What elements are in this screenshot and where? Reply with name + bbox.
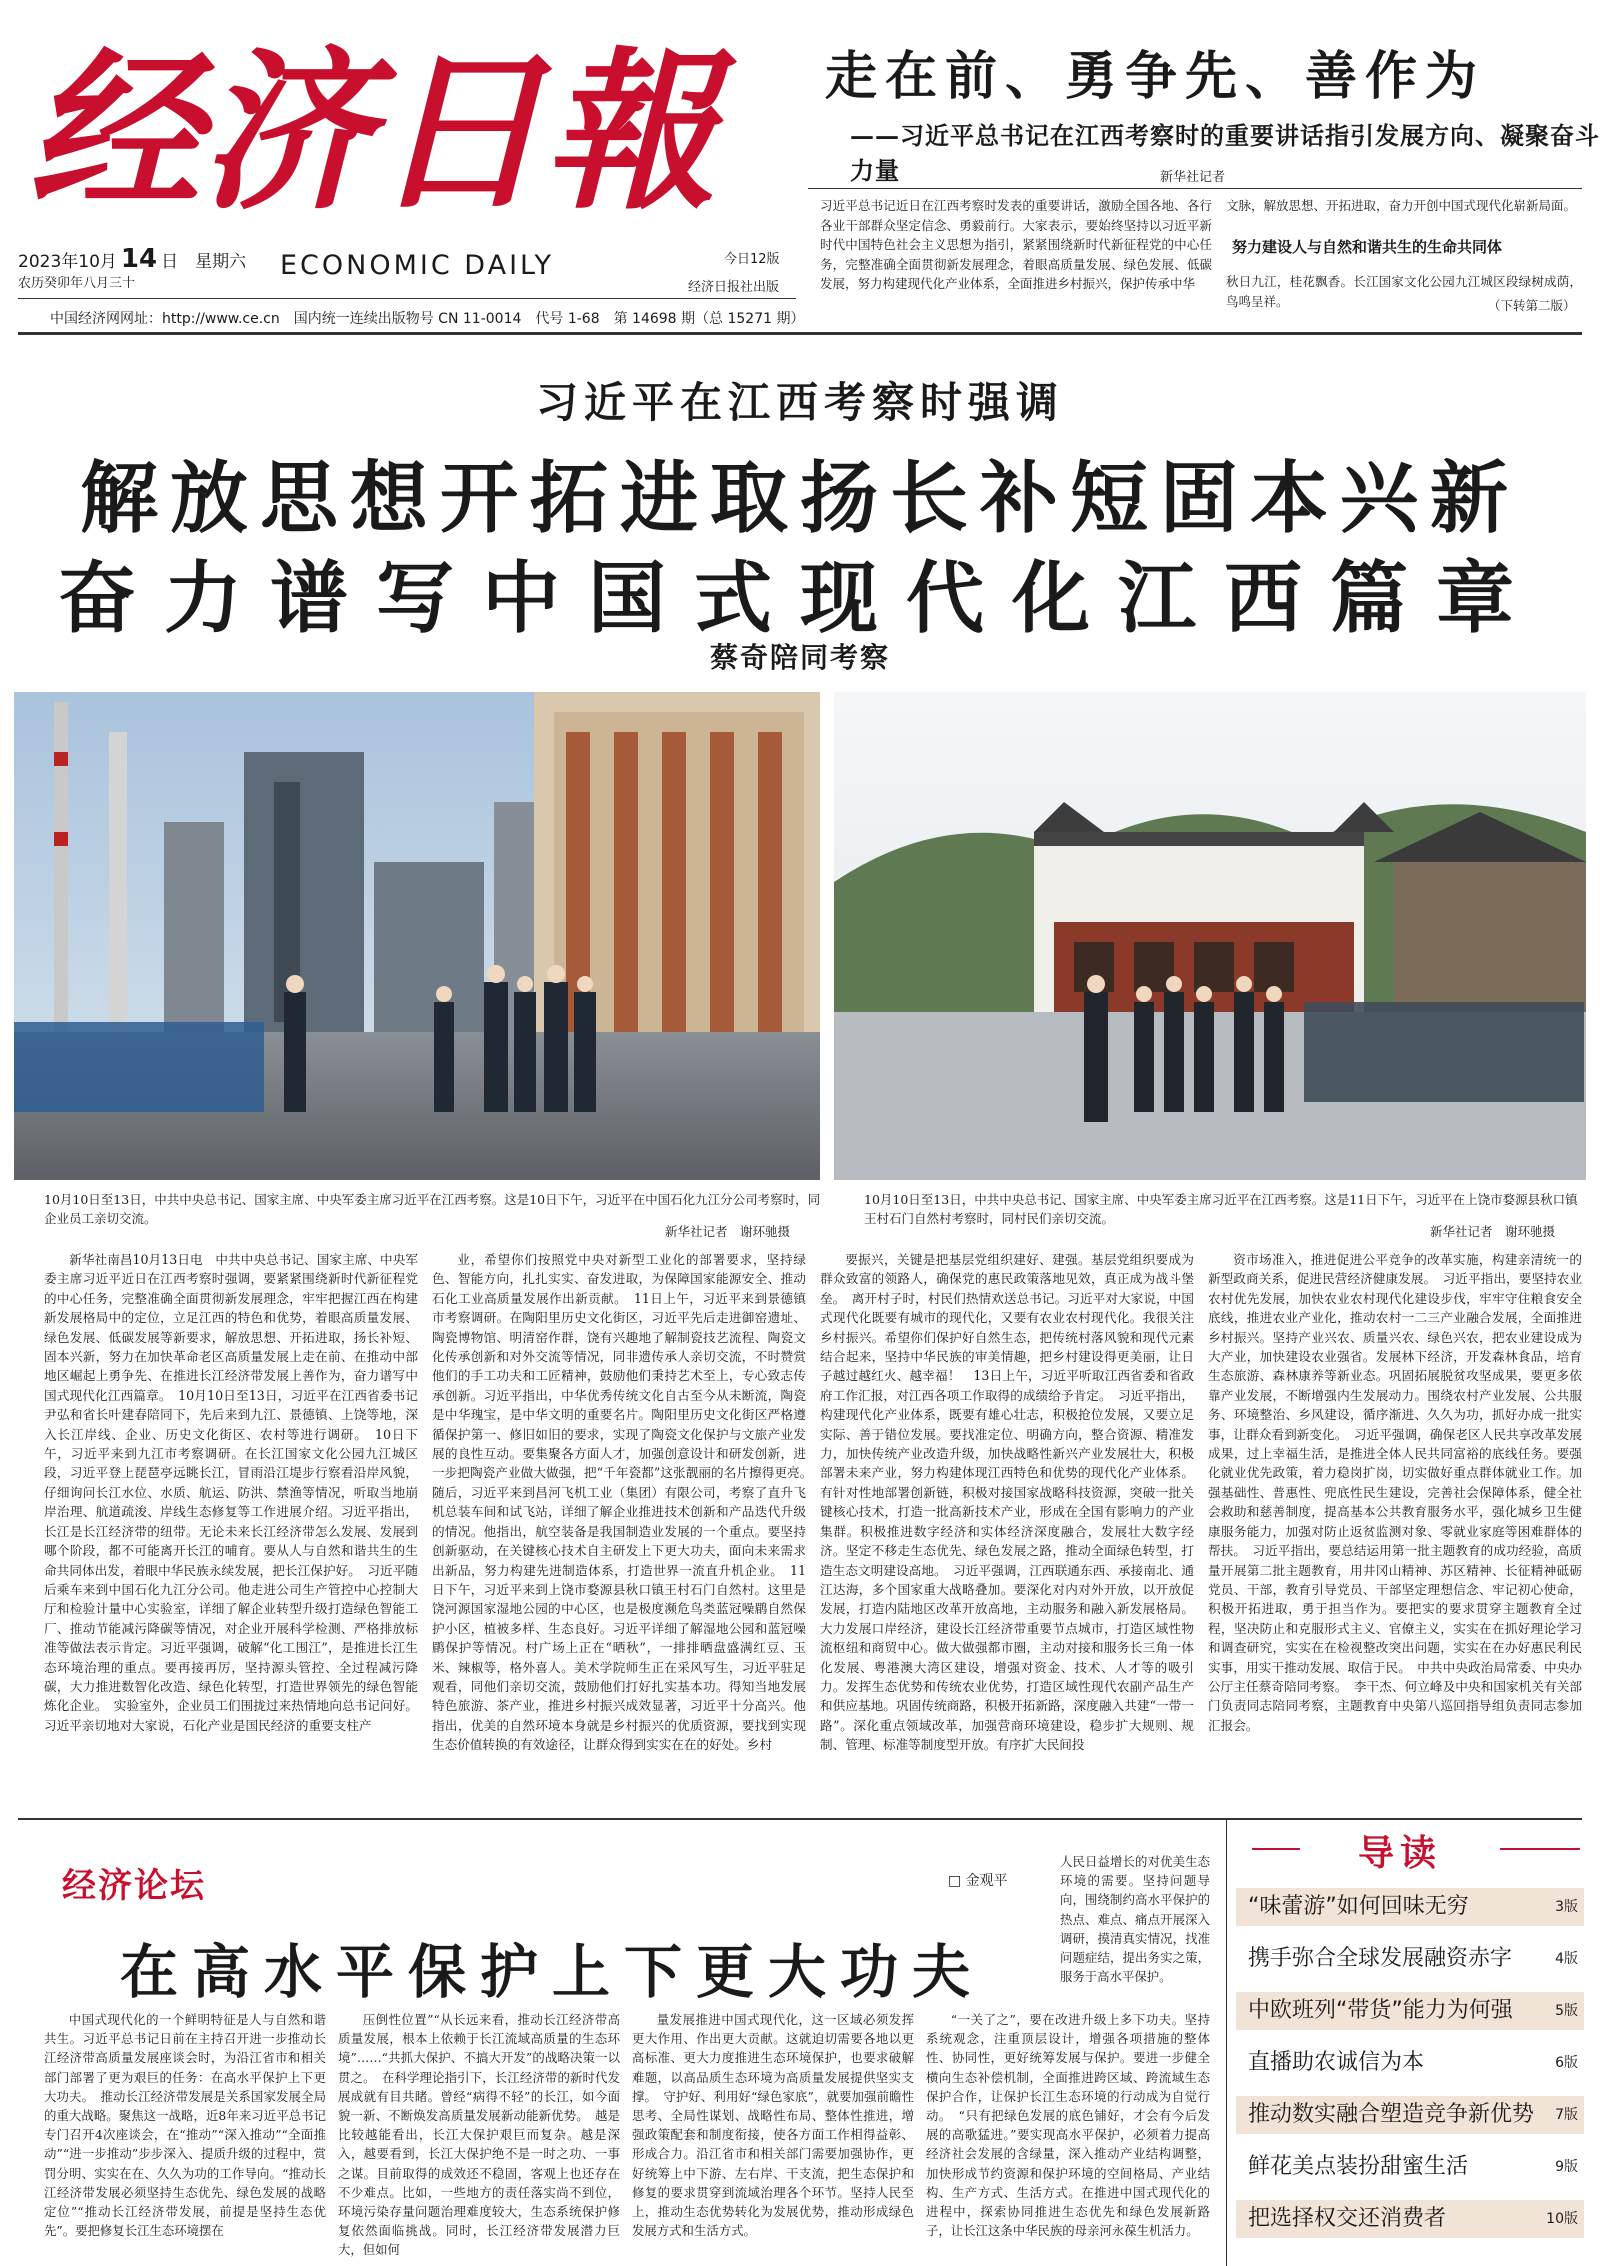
forum-column-1 (44, 2010, 326, 2260)
guide-item-label: 中欧班列“带货”能力为何强 (1248, 1998, 1513, 2023)
guide-item[interactable] (1236, 2096, 1584, 2134)
pages-today: 今日12版 (724, 252, 780, 267)
masthead-bottom-rule (18, 332, 1582, 335)
main-story-column-1 (44, 1250, 418, 1810)
guide-item-label: 直播助农诚信为本 (1248, 2050, 1425, 2075)
accompany-line: 蔡奇陪同考察 (709, 641, 890, 674)
date-prefix: 2023年10月 (18, 252, 117, 272)
top-story-rule (808, 188, 1582, 189)
guide-item-page: 7版 (1555, 2107, 1578, 2123)
forum-title: 在高水平保护上下更大功夫 (120, 1938, 985, 2006)
main-story-column-2 (432, 1250, 819, 1810)
masthead-divider (18, 298, 796, 299)
guide-item-page: 10版 (1546, 2211, 1578, 2227)
date-day-suffix: 日 (161, 252, 179, 272)
forum-column-2 (338, 2010, 620, 2260)
guide-item-page: 4版 (1555, 1951, 1578, 1967)
guide-item-page: 3版 (1555, 1899, 1578, 1915)
guide-title: 导读 (1357, 1833, 1442, 1874)
photo-1-caption: 10月10日至13日，中共中央总书记、国家主席、中央军委主席习近平在江西考察。这是10日下午，习近平在中国石化九江分公司考察时，同企业员工亲切交流。 (44, 1192, 821, 1226)
forum-label: 经济论坛 (62, 1866, 206, 1906)
photo-2-credit: 新华社记者 谢环驰摄 (1430, 1224, 1556, 1239)
forum-column-3 (632, 2010, 914, 2260)
guide-item-label: 携手弥合全球发展融资赤字 (1248, 1946, 1513, 1971)
continued-note: （下转第二版） (1488, 298, 1576, 313)
photo-village (834, 692, 1586, 1180)
publisher: 经济日报社出版 (688, 280, 780, 295)
forum-col-1-text: 中国式现代化的一个鲜明特征是人与自然和谐共生。习近平总书记日前在主持召开进一步推动长江经济带高质量发展座谈会时，为沿江省市和相关部门部署了更为艰巨的任务：在高水平保护上下更大功夫。 推动长江经济带发展是关系国家发展全局的重大战略。聚焦这一战略，近8年来习近平总书记专门召开4次座谈会，在“推动”“深入推动”“全面推动”“进一步推动”步步深入、提质升级的过程中，赏罚分明、实实在在、久久为功的工作导向。“推动长江经济带发展必须坚持生态优先、绿色发展的战略定位”“推动长江经济带发展，前提是坚持生态优先”。要把修复长江生态环境摆在 (44, 2012, 326, 2239)
guide-item[interactable] (1236, 1888, 1584, 1926)
guide-item-label: 推动数实融合塑造竞争新优势 (1248, 2102, 1535, 2127)
guide-item-label: 把选择权交还消费者 (1248, 2206, 1447, 2231)
forum-col-3-text: 量发展推进中国式现代化，这一区域必须发挥更大作用、作出更大贡献。这就迫切需要各地以更高标准、更大力度推进生态环境保护，也要求破解难题，以高品质生态环境为高质量发展提供坚实支撑。 守护好、利用好“绿色家底”，就要加强前瞻性思考、全局性谋划、战略性布局、整体性推进，增强政策配套和制度衔接，使各方面工作相得益彰、形成合力。沿江省市和相关部门需要加强协作，更好统筹上中下游、左右岸、干支流，把生态保护和修复的要求贯穿到流域治理各个环节。坚持人民至上，推动生态优势转化为发展优势，推动形成绿色发展方式和生活方式。 (632, 2012, 914, 2239)
forum-column-4 (926, 2010, 1210, 2260)
publication-info: 中国经济网网址：http://www.ce.cn 国内统一连续出版物号 CN 11-0014 代号 1-68 第 14698 期（总 15271 期） (50, 311, 805, 327)
photo-1-credit: 新华社记者 谢环驰摄 (665, 1224, 791, 1239)
top-story-headline: 走在前、勇争先、善作为 (825, 47, 1486, 107)
photo-2-caption: 10月10日至13日，中共中央总书记、国家主席、中央军委主席习近平在江西考察。这是11日下午，习近平在上饶市婺源县秋口镇王村石门自然村考察时，同村民们亲切交流。 (864, 1192, 1578, 1226)
guide-item-page: 5版 (1555, 2003, 1578, 2019)
main-story-column-3 (820, 1250, 1194, 1810)
main-headline-line-1: 解放思想开拓进取扬长补短固本兴新 (79, 454, 1520, 544)
refinery-photo-illustration (14, 692, 820, 1180)
top-story-byline: 新华社记者 (1160, 170, 1226, 185)
guide-item-page: 6版 (1555, 2055, 1578, 2071)
date-day: 14 (120, 244, 158, 274)
english-title: ECONOMIC DAILY (280, 250, 555, 281)
guide-item[interactable] (1236, 2148, 1584, 2186)
lower-section-rule (18, 1818, 1582, 1820)
issue-date (18, 244, 246, 274)
main-kicker: 习近平在江西考察时强调 (535, 378, 1064, 427)
main-col-2-text: 业，希望你们按照党中央对新型工业化的部署要求，坚持绿色、智能方向，扎扎实实、奋发进取，为保障国家能源安全、推动石化工业高质量发展作出新贡献。 11日上午，习近平来到景德镇市考察调研。在陶阳里历史文化街区，习近平先后走进御窑遗址、陶瓷博物馆、明清窑作群，饶有兴趣地了解制瓷技艺流程、陶瓷文化传承创新和对外交流等情况，同非遗传承人亲切交流，不时赞赏他们的手工功夫和工匠精神，鼓励他们秉持艺术至上，专心致志传承创新。习近平指出，中华优秀传统文化自古至今从未断流，陶瓷是中华瑰宝，是中华文明的重要名片。陶阳里历史文化街区严格遵循保护第一、修旧如旧的要求，实现了陶瓷文化保护与文旅产业发展的良性互动。要集聚各方面人才，加强创意设计和研发创新，进一步把陶瓷产业做大做强，把“千年瓷都”这张靓丽的名片擦得更亮。 随后，习近平来到昌河飞机工业（集团）有限公司，考察了直升飞机总装车间和试飞站，详细了解企业推进技术创新和产品迭代升级的情况。他指出，航空装备是我国制造业发展的一个重点。要坚持创新驱动，在关键核心技术自主研发上下更大功夫，面向未来需求出新品，努力构建先进制造体系，打造世界一流直升机企业。 11日下午，习近平来到上饶市婺源县秋口镇王村石门自然村。这里是饶河源国家湿地公园的中心区，也是极度濒危鸟类蓝冠噪鹛自然保护小区，植被多样、生态良好。习近平详细了解湿地公园和蓝冠噪鹛保护等情况。村广场上正在“晒秋”，一排排晒盘盛满红豆、玉米、辣椒等，格外喜人。美术学院师生正在采风写生，习近平驻足观看，同他们亲切交流，鼓励他们打好扎实基本功。得知当地发展特色旅游、茶产业，推进乡村振兴成效显著，习近平十分高兴。他指出，优美的自然环境本身就是乡村振兴的优质资源，要找到实现生态价值转换的有效途径，让群众得到实实在在的好处。乡村 (432, 1252, 819, 1753)
forum-author: □ 金观平 (948, 1873, 1008, 1889)
guide-item-label: “味蕾游”如何回味无穷 (1248, 1894, 1469, 1919)
guide-item[interactable] (1236, 2200, 1584, 2238)
main-col-4-text: 资市场准入，推进促进公平竞争的改革实施，构建亲清统一的新型政商关系，促进民营经济健康发展。 习近平指出，要坚持农业农村优先发展，加快农业农村现代化建设步伐，牢牢守住粮食安全底线，推进农业产业化，推动农村一二三产业融合发展，全面推进乡村振兴。坚持产业兴农、质量兴农、绿色兴农，把农业建设成为大产业，加快建设农业强省。发展林下经济，开发森林食品，培育生态旅游、森林康养等新业态。巩固拓展脱贫攻坚成果，要更多依靠产业发展，不断增强内生发展动力。围绕农村产业发展、公共服务、环境整治、乡风建设，循序渐进、久久为功，抓好办成一批实事，让群众看到新变化。 习近平强调，确保老区人民共享改革发展成果，过上幸福生活，是推进全体人民共同富裕的底线任务。要强化就业优先政策，着力稳岗扩岗，切实做好重点群体就业工作。加强基础性、普惠性、兜底性民生建设，完善社会保障体系，健全社会救助和慈善制度，提高基本公共教育服务水平，强化城乡卫生健康服务能力，加强对防止返贫监测对象、零就业家庭等困难群体的帮扶。 习近平指出，要总结运用第一批主题教育的成功经验，高质量开展第二批主题教育，用井冈山精神、苏区精神、长征精神砥砺党员、干部，教育引导党员、干部坚定理想信念、牢记初心使命，积极开拓进取，勇于担当作为。要把实的要求贯穿主题教育全过程，坚决防止和克服形式主义、官僚主义，实实在在抓好理论学习和调查研究，实实在在检视整改突出问题，实实在在办好惠民利民实事，用实干推动发展、取信于民。 中共中央政治局常委、中央办公厅主任蔡奇陪同考察。 李干杰、何立峰及中央和国家机关有关部门负责同志陪同考察，主题教育中央第八巡回指导组负责同志参加汇报会。 (1208, 1252, 1582, 1733)
main-headline-line-2: 奋力谱写中国式现代化江西篇章 (57, 554, 1542, 644)
guide-item[interactable] (1236, 1992, 1584, 2030)
forum-col-2-text: 压倒性位置”“从长远来看，推动长江经济带高质量发展，根本上依赖于长江流域高质量的生态环境”……“共抓大保护、不搞大开发”的战略决策一以贯之。 在科学理论指引下，长江经济带的新时代发展成就有目共睹。曾经“病得不轻”的长江，如今面貌一新、不断焕发高质量发展新动能新优势。 越是比较越能看出，长江大保护艰巨而复杂。越是深入，越要看到，长江大保护绝不是一时之功、一事之谋。目前取得的成效还不稳固，客观上也还存在不少难点。比如，一些地方的责任落实尚不到位，环境污染存量问题治理难度较大，生态系统保护修复依然面临挑战。同时，长江经济带发展潜力巨大，但如何 (338, 2012, 620, 2258)
masthead-logo (22, 10, 716, 233)
guide-item[interactable] (1236, 1940, 1584, 1978)
guide-item-label: 鲜花美点装扮甜蜜生活 (1248, 2154, 1469, 2179)
top-story-column-3: 秋日九江，桂花飘香。长江国家文化公园九江城区段绿树成荫，鸟鸣呈祥。 (1226, 274, 1582, 309)
top-story-column-2: 文脉，解放思想、开拓进取，奋力开创中国式现代化崭新局面。 (1226, 198, 1577, 213)
weekday: 星期六 (195, 252, 247, 272)
main-col-3-text: 要振兴，关键是把基层党组织建好、建强。基层党组织要成为群众致富的领路人，确保党的惠民政策落地见效，真正成为战斗堡垒。 离开村子时，村民们热情欢送总书记。习近平对大家说，中国式现代化既要有城市的现代化，又要有农业农村现代化。我很关注乡村振兴。希望你们保护好自然生态，把传统村落风貌和现代元素结合起来，坚持中华民族的审美情趣，把乡村建设得更美丽，让日子越过越红火、越幸福！ 13日上午，习近平听取江西省委和省政府工作汇报，对江西各项工作取得的成绩给予肯定。 习近平指出，构建现代化产业体系，既要有雄心壮志，积极抢位发展，又要立足实际、善于错位发展。要找准定位、明确方向，整合资源、精准发力，加快传统产业改造升级，加快战略性新兴产业发展壮大，积极部署未来产业，努力构建体现江西特色和优势的现代化产业体系。有针对性地部署创新链，积极对接国家战略科技资源，突破一批关键核心技术，打造一批高新技术产业，形成在全国有影响力的产业集群。积极推进数字经济和实体经济深度融合，发展壮大数字经济。坚定不移走生态优先、绿色发展之路，推动全面绿色转型，打造生态文明建设高地。 习近平强调，江西联通东西、承接南北、通江达海，多个国家重大战略叠加。要深化对内对外开放，以开放促发展，打造内陆地区改革开放高地，主动服务和融入新发展格局。大力发展口岸经济，建设长江经济带重要节点城市，打造区域性物流枢纽和商贸中心。做大做强都市圈，主动对接和服务长三角一体化发展、粤港澳大湾区建设，增强对资金、技术、人才等的吸引力。发挥生态优势和传统农业优势，打造区域性现代农副产品生产和供应基地。巩固传统商路，积极开拓新路，深度融入共建“一带一路”。深化重点领域改革，加强营商环境建设，稳步扩大规则、规制、管理、标准等制度型开放。有序扩大民间投 (820, 1252, 1194, 1753)
guide-item-page: 9版 (1555, 2159, 1578, 2175)
logo-lettering: 经济日報 (28, 30, 716, 233)
guide-title-rule-left (1252, 1848, 1300, 1850)
top-story-column-1: 习近平总书记近日在江西考察时发表的重要讲话，激励全国各地、各行各业干部群众坚定信念、勇毅前行。大家表示，要始终坚持以习近平新时代中国特色社会主义思想为指引，紧紧围绕新时代新征程党的中心任务，完整准确全面贯彻新发展理念，着眼高质量发展、绿色发展、低碳发展，努力构建现代化产业体系，全面推进乡村振兴，保护传承中华 (820, 198, 1212, 291)
main-story-column-4 (1208, 1250, 1582, 1810)
guide-title-rule-right (1500, 1848, 1580, 1850)
village-photo-illustration (834, 692, 1586, 1180)
guide-divider (1226, 1818, 1227, 2266)
forum-side-column: 人民日益增长的对优美生态环境的需要。坚持问题导向，围绕制约高水平保护的热点、难点、痛点开展深入调研，摸清真实情况，找准问题症结，提出务实之策，服务于高水平保护。 (1060, 1854, 1210, 1985)
lunar-date: 农历癸卯年八月三十 (18, 276, 136, 291)
main-col-1-text: 新华社南昌10月13日电 中共中央总书记、国家主席、中央军委主席习近平近日在江西考察时强调，要紧紧围绕新时代新征程党的中心任务，完整准确全面贯彻新发展理念，牢牢把握江西在构建新发展格局中的定位，立足江西的特色和优势，着眼高质量发展、绿色发展、低碳发展等新要求，解放思想、开拓进取，扬长补短、固本兴新，努力在加快革命老区高质量发展上走在前、在推动中部地区崛起上勇争先、在推进长江经济带发展上善作为，奋力谱写中国式现代化江西篇章。 10月10日至13日，习近平在江西省委书记尹弘和省长叶建春陪同下，先后来到九江、景德镇、上饶等地，深入长江岸线、企业、历史文化街区、农村等进行调研。 10日下午，习近平来到九江市考察调研。在长江国家文化公园九江城区段，习近平登上琵琶亭远眺长江，冒雨沿江堤步行察看沿岸风貌，仔细询问长江水位、水质、航运、防洪、禁渔等情况，听取当地崩岸治理、航道疏浚、岸线生态修复等工作进展介绍。习近平指出，长江是长江经济带的纽带。无论未来长江经济带怎么发展、发展到哪个阶段，都不可能离开长江的哺育。要从人与自然和谐共生的生命共同体出发，着眼中华民族永续发展，把长江保护好。 习近平随后乘车来到中国石化九江分公司。他走进公司生产管控中心控制大厅和检验计量中心实验室，详细了解企业转型升级打造绿色智能工厂、推动节能减污降碳等情况，对企业开展科学检测、严格排放标准等做法表示肯定。习近平强调，破解“化工围江”，是推进长江生态环境治理的重点。要再接再厉，坚持源头管控、全过程减污降碳，大力推进数智化改造、绿色化转型，打造世界领先的绿色智能炼化企业。 实验室外，企业员工们围拢过来热情地向总书记问好。习近平亲切地对大家说，石化产业是国民经济的重要支柱产 (44, 1252, 418, 1733)
forum-col-4-text: “一关了之”，要在改进升级上多下功夫。坚持系统观念，注重顶层设计，增强各项措施的整体性、协同性，更好统筹发展与保护。要进一步健全横向生态补偿机制，全面推进跨区域、跨流域生态保护合作，让保护长江生态环境的行动成为自觉行动。 “只有把绿色发展的底色铺好，才会有今后发展的高歌猛进。”要实现高水平保护，必须着力提高经济社会发展的含绿量，深入推动产业结构调整，加快形成节约资源和保护环境的空间格局、产业结构、生产方式、生活方式。在推进中国式现代化的进程中，探索协同推进生态优先和绿色发展新路子，让长江这条中华民族的母亲河永葆生机活力。 (926, 2012, 1210, 2239)
top-story-section-head: 努力建设人与自然和谐共生的生命共同体 (1232, 238, 1503, 256)
guide-item[interactable] (1236, 2044, 1584, 2082)
top-story-subhead: ——习近平总书记在江西考察时的重要讲话指引发展方向、凝聚奋斗力量 (850, 121, 1600, 185)
photo-refinery (14, 692, 820, 1180)
